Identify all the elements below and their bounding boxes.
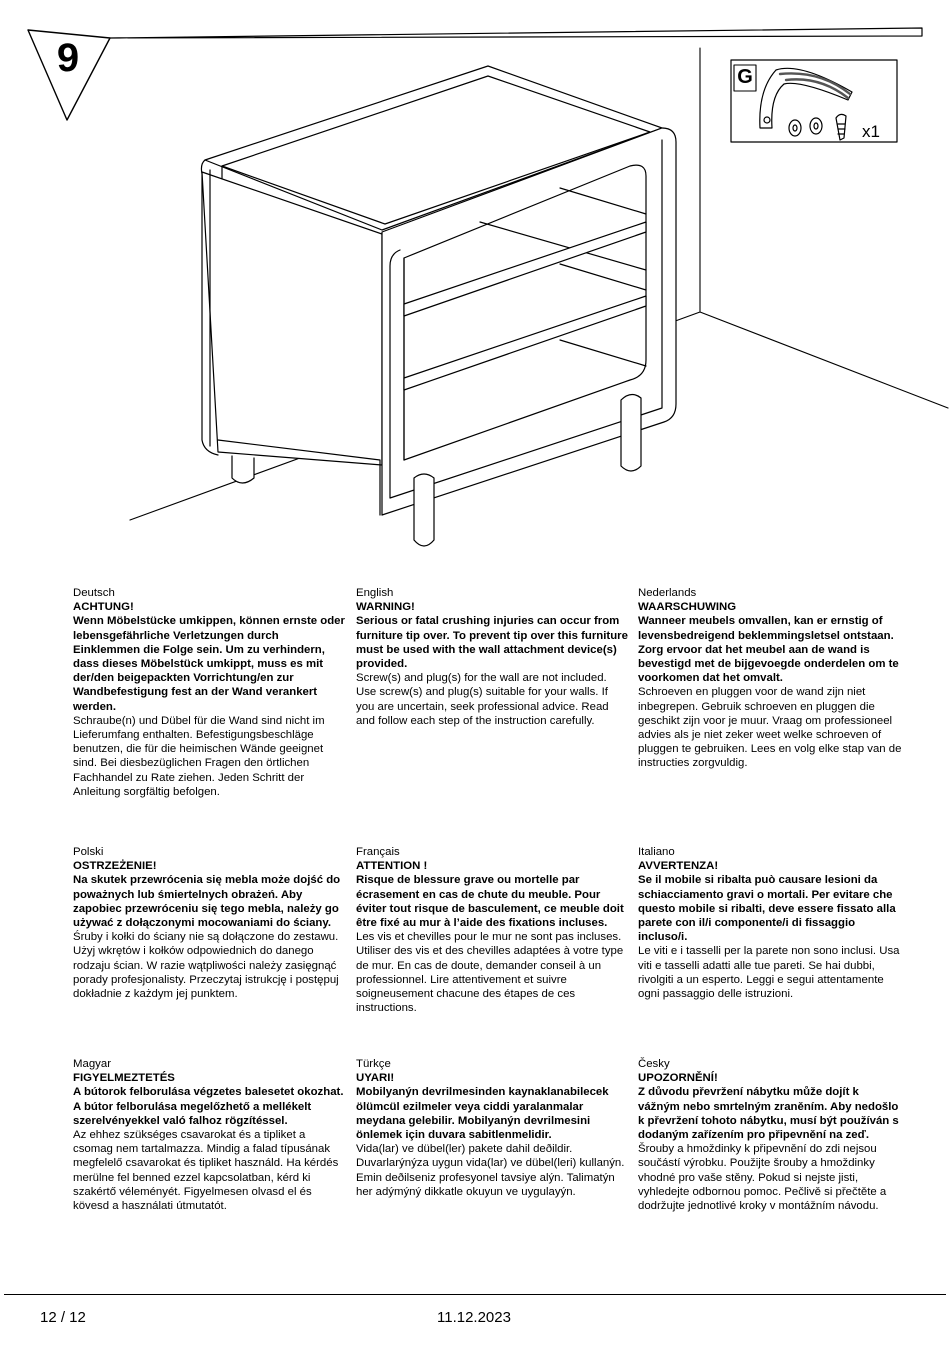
header-rule <box>28 28 922 38</box>
part-quantity: x1 <box>862 122 880 141</box>
warning-bold-text: Serious or fatal crushing injuries can occur from furniture tip over. To prevent tip over this furniture must be used with the wall attachment device(s) provided. <box>356 615 628 671</box>
warning-language: English <box>356 587 394 599</box>
warning-bold-text: Se il mobile si ribalta può causare lesioni da schiacciamento gravi o mortali. Per evitare che questo mobile si ribalti, deve essere fissato alla parete con il/i componente/i di fissaggio incluso/i. <box>638 874 896 944</box>
warning-language: Nederlands <box>638 587 697 599</box>
warning-hu <box>73 1057 345 1213</box>
warning-body-text: Vida(lar) ve dübel(ler) pakete dahil deðildir. Duvarlarýnýza uygun vida(lar) ve dübel(leri) kullanýn. Emin deðilseniz profesyonel tavsiye alýn. Talimatýn her adýmýný dikkatle okuyun ve uygulayýn. <box>356 1143 625 1198</box>
warning-bold-text: Wanneer meubels omvallen, kan er ernstig of levensbedreigend beklemmingsletsel ontstaan. Zorg ervoor dat het meubel aan de wand is bevestigd met de bijgevoegde onderdelen om te voorkomen dat het omvalt. <box>638 615 899 685</box>
page-number: 12 / 12 <box>40 1309 86 1326</box>
warning-it <box>638 845 903 1001</box>
washer-icon <box>789 120 801 136</box>
warning-heading: AVVERTENZA! <box>638 860 719 873</box>
step-number: 9 <box>56 36 80 80</box>
warning-tr <box>356 1057 628 1199</box>
warning-heading: UPOZORNĚNÍ! <box>638 1072 718 1085</box>
warning-language: Türkçe <box>356 1058 391 1070</box>
warning-body-text: Le viti e i tasselli per la parete non sono inclusi. Usa viti e tasselli adatti alle tue pareti. Se hai dubbi, rivolgiti a un esperto. Leggi e segui attentamente ogni passaggio delle istruzioni. <box>638 945 900 1001</box>
warning-heading: UYARI! <box>356 1072 395 1085</box>
warning-bold-text: Wenn Möbelstücke umkippen, können ernste oder lebensgefährliche Verletzungen durch Einklemmen die Folge sein. Um zu verhindern, dass dieses Möbelstück umkippt, muss es mit der/den beigepackten Vorrichtung/en zur Wandbefestigung fest an der Wand verankert werden. <box>73 615 345 713</box>
warning-body-text: Šrouby a hmoždinky k připevnění do zdi nejsou součástí výrobku. Použijte šrouby a hmoždinky vhodné pro vaše stěny. Pokud si nejste jisti, vyhledejte odbornou pomoc. Pečlivě si přečtěte a dodržujte jednotlivé kroky v montážním návodu. <box>638 1143 887 1213</box>
warning-language: Deutsch <box>73 587 115 599</box>
warning-bold-text: Z důvodu převržení nábytku může dojít k vážným nebo smrtelným zraněním. Aby nedošlo k převržení tohoto nábytku, musí být používán s dodaným zařízením pro připevnění na zeď. <box>638 1086 899 1142</box>
warning-language: Français <box>356 846 400 858</box>
warning-nl <box>638 586 903 771</box>
warning-heading: WAARSCHUWING <box>638 601 737 614</box>
warning-en <box>356 586 628 728</box>
warning-bold-text: A bútorok felborulása végzetes balesetet okozhat. A bútor felborulása megelőzhető a mellékelt szerelvényekkel való falhoz rögzítéssel. <box>73 1086 344 1127</box>
warning-body-text: Schroeven en pluggen voor de wand zijn niet inbegrepen. Gebruik schroeven en pluggen die geschikt zijn voor je muur. Vraag om professioneel advies als je niet zeker weet welke schroeven of pluggen te gebruiken. Lees en volg elke stap van de instructies zorgvuldig. <box>638 686 902 770</box>
warning-language: Italiano <box>638 846 675 858</box>
footer-divider <box>4 1294 946 1295</box>
warning-heading: WARNING! <box>356 601 415 614</box>
warning-language: Česky <box>638 1058 670 1070</box>
warning-body-text: Śruby i kołki do ściany nie są dołączone do zestawu. Użyj wkrętów i kołków odpowiednich do danego rodzaju ścian. W razie wątpliwości należy zasięgnąć porady profesjonalisty. Przeczytaj istrukcję i postępuj dokładnie z każdym jej punktem. <box>73 931 339 1001</box>
warning-heading: FIGYELMEZTETÉS <box>73 1072 175 1085</box>
document-date: 11.12.2023 <box>437 1309 511 1326</box>
warning-body-text: Screw(s) and plug(s) for the wall are not included. Use screw(s) and plug(s) suitable for your walls. If you are uncertain, seek professional advice. Read and follow each step of the instruction carefully. <box>356 672 609 727</box>
warning-body-text: Az ehhez szükséges csavarokat és a tipliket a csomag nem tartalmazza. Mindig a falad típusának megfelelő csavarokat és tipliket használd. Ha kérdés merülne fel benned ezzel kapcsolatban, kérd ki szakértő véleményét. Figyelmesen olvasd el és kövesd a használati útmutatót. <box>73 1129 339 1213</box>
warning-fr <box>356 845 628 1015</box>
warning-de <box>73 586 345 799</box>
warning-language: Polski <box>73 846 104 858</box>
warning-pl <box>73 845 345 1001</box>
warning-bold-text: Na skutek przewrócenia się mebla może dojść do poważnych lub śmiertelnych obrażeń. Aby zapobiec przewróceniu się tego mebla, należy go używać z dołączonymi mocowaniami do ściany. <box>73 874 341 930</box>
warning-heading: ACHTUNG! <box>73 601 134 614</box>
assembly-illustration <box>0 0 950 580</box>
part-letter: G <box>737 66 753 88</box>
warning-language: Magyar <box>73 1058 111 1070</box>
warning-bold-text: Mobilyanýn devrilmesinden kaynaklanabilecek ölümcül ezilmeler veya ciddi yaralanmalar meydana gelebilir. Mobilyanýn devrilmesini önlemek için duvara sabitlenmelidir. <box>356 1086 609 1142</box>
warning-body-text: Schraube(n) und Dübel für die Wand sind nicht im Lieferumfang enthalten. Befestigungsbeschläge benutzen, die für die heimischen Wände geeignet sind. Bei diesbezüglichen Fragen den örtlichen Fachhandel zu Rate ziehen. Jeden Schritt der Anleitung sorgfältig befolgen. <box>73 714 325 798</box>
warning-body-text: Les vis et chevilles pour le mur ne sont pas incluses. Utiliser des vis et des chevilles adaptées à votre type de mur. En cas de doute, demander conseil à un professionnel. Lire attentivement et suivre soigneusement chacune des étapes de ces instructions. <box>356 931 624 1015</box>
warning-heading: OSTRZEŻENIE! <box>73 860 157 873</box>
warning-heading: ATTENTION ! <box>356 860 428 873</box>
warning-cs <box>638 1057 903 1213</box>
warning-bold-text: Risque de blessure grave ou mortelle par écrasement en cas de chute du meuble. Pour éviter tout risque de basculement, ce meuble doit être fixé au mur à l’aide des fixations incluses. <box>356 874 624 930</box>
